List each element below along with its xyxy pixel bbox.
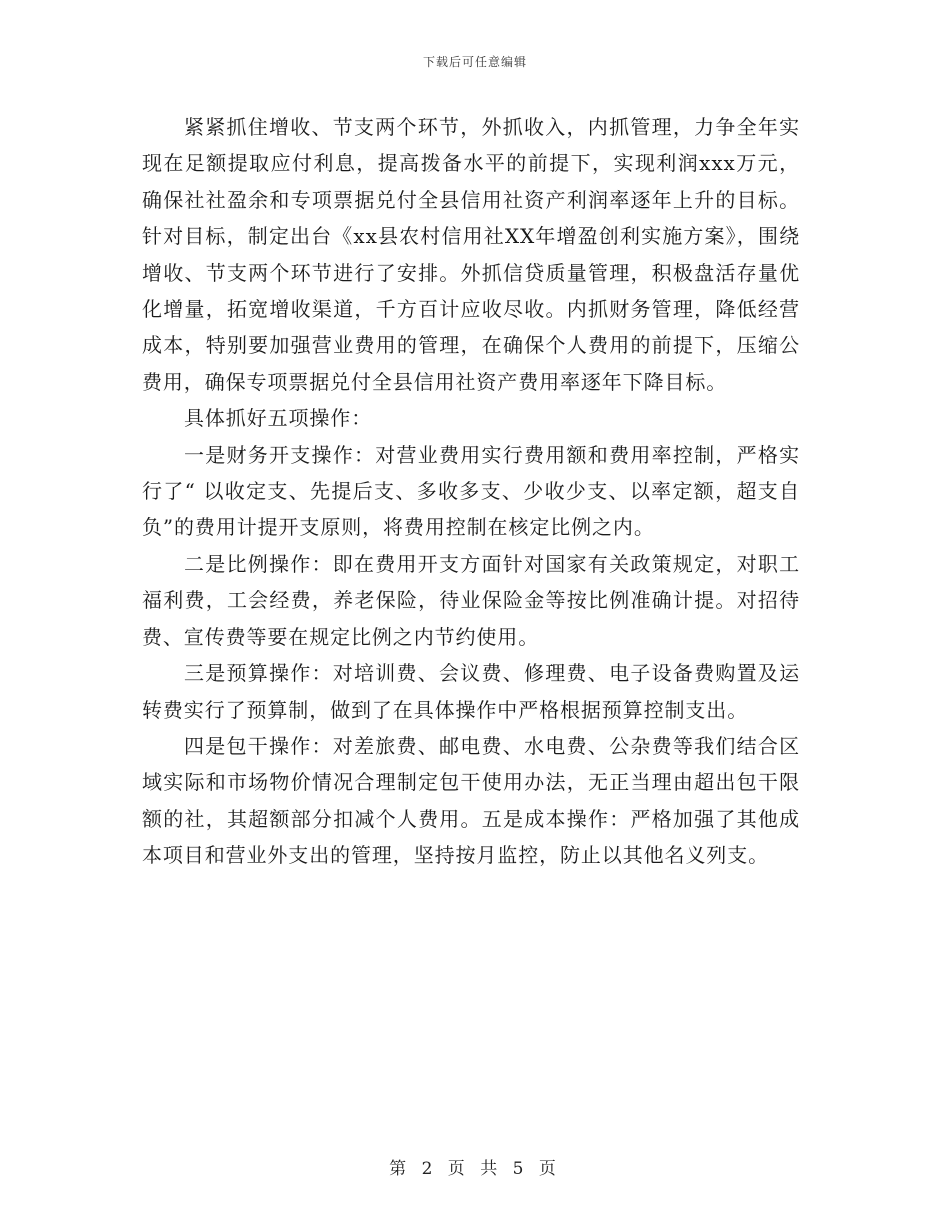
paragraph-goal: 紧紧抓住增收、节支两个环节，外抓收入，内抓管理，力争全年实现在足额提取应付利息，提高拨备水平的前提下，实现利润xxx万元，确保社社盈余和专项票据兑付全县信用社资产利润率逐年上升的目标。针对目标，制定出台《xx县农村信用社XX年增盈创利实施方案》，围绕增收、节支两个环节进行了安排。外抓信贷质量管理，积极盘活存量优化增量，拓宽增收渠道，千方百计应收尽收。内抓财务管理，降低经营成本，特别要加强营业费用的管理，在确保个人费用的前提下，压缩公费用，确保专项票据兑付全县信用社资产费用率逐年下降目标。 xyxy=(142,115,800,394)
paragraph-operation-1: 一是财务开支操作：对营业费用实行费用额和费用率控制，严格实行了“ 以收定支、先提后支、多收多支、少收少支、以率定额，超支自负”的费用计提开支原则，将费用控制在核定比例之内。 xyxy=(142,442,800,540)
document-body xyxy=(142,109,800,874)
paragraph-five-operations-intro: 具体抓好五项操作： xyxy=(184,406,373,431)
paragraph-operation-3: 三是预算操作：对培训费、会议费、修理费、电子设备费购置及运转费实行了预算制，做到了在具体操作中严格根据预算控制支出。 xyxy=(142,661,800,722)
paragraph-operation-2: 二是比例操作：即在费用开支方面针对国家有关政策规定，对职工福利费，工会经费，养老保险，待业保险金等按比例准确计提。对招待费、宣传费等要在规定比例之内节约使用。 xyxy=(142,551,800,649)
page-number-footer: 第 2 页 共 5 页 xyxy=(389,1159,561,1179)
header-note: 下载后可任意编辑 xyxy=(422,55,527,69)
paragraph-operation-4-5: 四是包干操作：对差旅费、邮电费、水电费、公杂费等我们结合区域实际和市场物价情况合理制定包干使用办法，无正当理由超出包干限额的社，其超额部分扣减个人费用。五是成本操作：严格加强了其他成本项目和营业外支出的管理，坚持按月监控，防止以其他名义列支。 xyxy=(142,733,800,868)
